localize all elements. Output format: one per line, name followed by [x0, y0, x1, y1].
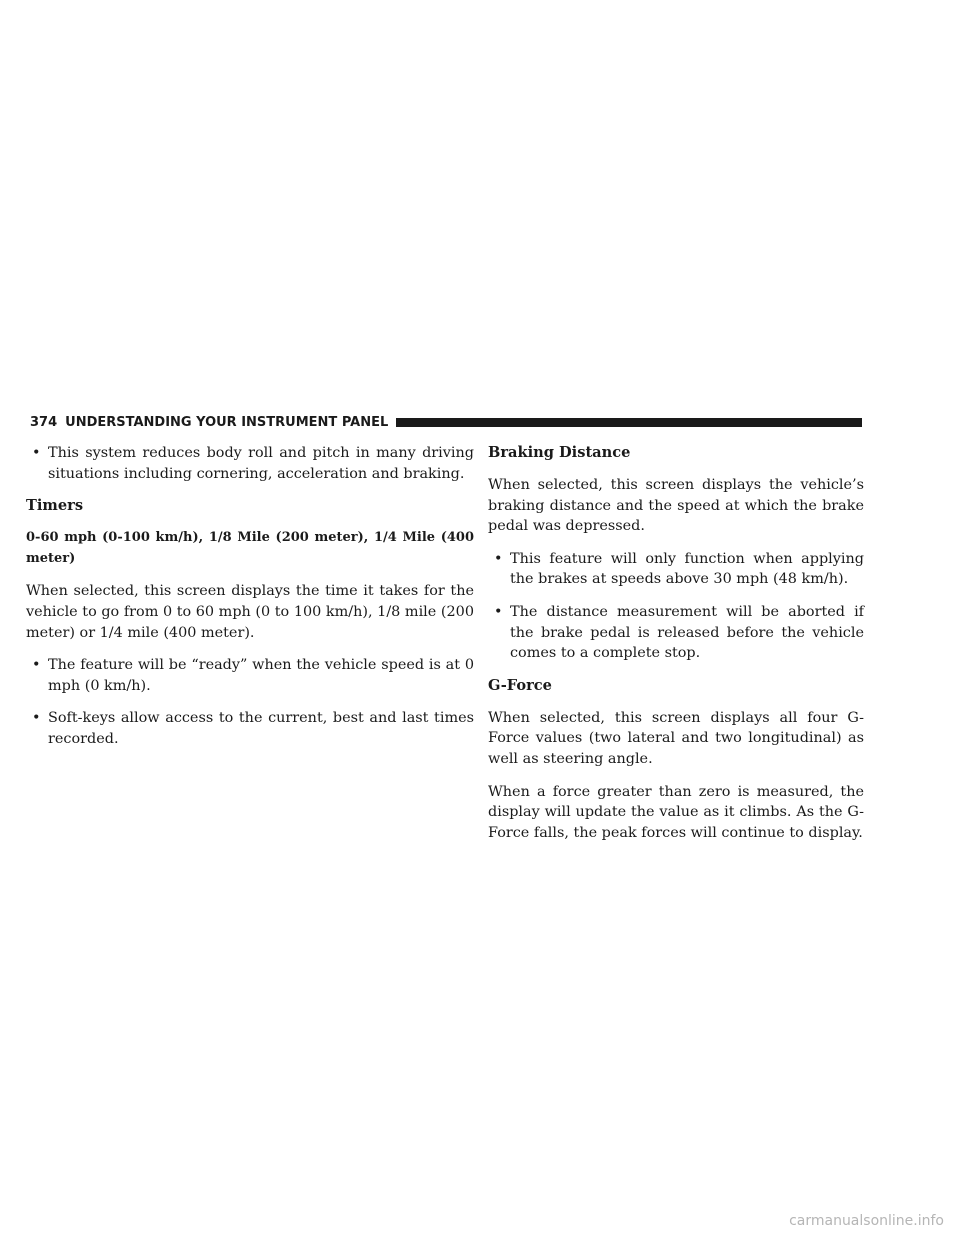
page-header: [30, 414, 862, 430]
subheading-timer-modes: 0-60 mph (0-100 km/h), 1/8 Mile (200 meter), 1/4 Mile (400 meter): [26, 530, 474, 566]
bullet-icon: •: [32, 445, 41, 461]
bullet-text: This system reduces body roll and pitch in many driving situations including cornering, acceleration and braking.: [48, 445, 474, 482]
left-column: [26, 443, 474, 762]
paragraph: When selected, this screen displays the time it takes for the vehicle to go from 0 to 60 mph (0 to 100 km/h), 1/8 mile (200 meter) or 1/4 mile (400 meter).: [26, 583, 474, 641]
bullet-text: This feature will only function when applying the brakes at speeds above 30 mph (48 km/h).: [510, 550, 864, 588]
bullet-item: [26, 708, 474, 749]
heading-g-force: G-Force: [488, 676, 552, 694]
bullet-text: The feature will be “ready” when the vehicle speed is at 0 mph (0 km/h).: [48, 657, 474, 694]
bullet-icon: •: [32, 710, 41, 727]
bullet-icon: •: [494, 550, 503, 567]
paragraph: When selected, this screen displays the vehicle’s braking distance and the speed at which the brake pedal was depressed.: [488, 477, 864, 535]
heading-timers: Timers: [26, 497, 84, 515]
page-number: 374: [30, 414, 58, 430]
bullet-item: [488, 602, 864, 664]
bullet-icon: •: [494, 603, 503, 620]
bullet-text: The distance measurement will be aborted if the brake pedal is released before the vehicle comes to a complete stop.: [510, 603, 864, 662]
header-rule: [396, 418, 862, 427]
bullet-item: [488, 549, 864, 590]
right-column: [488, 443, 864, 855]
paragraph: When selected, this screen displays all four G-Force values (two lateral and two longitudinal) as well as steering angle.: [488, 709, 864, 767]
section-title: UNDERSTANDING YOUR INSTRUMENT PANEL: [65, 414, 389, 430]
watermark-text: carmanualsonline.info: [789, 1213, 944, 1229]
bullet-item: [26, 443, 474, 484]
bullet-item: [26, 655, 474, 696]
bullet-text: Soft-keys allow access to the current, best and last times recorded.: [48, 710, 474, 747]
heading-braking-distance: Braking Distance: [488, 444, 631, 461]
bullet-icon: •: [32, 657, 41, 674]
paragraph: When a force greater than zero is measured, the display will update the value as it climbs. As the G-Force falls, the peak forces will continue to display.: [488, 783, 864, 841]
